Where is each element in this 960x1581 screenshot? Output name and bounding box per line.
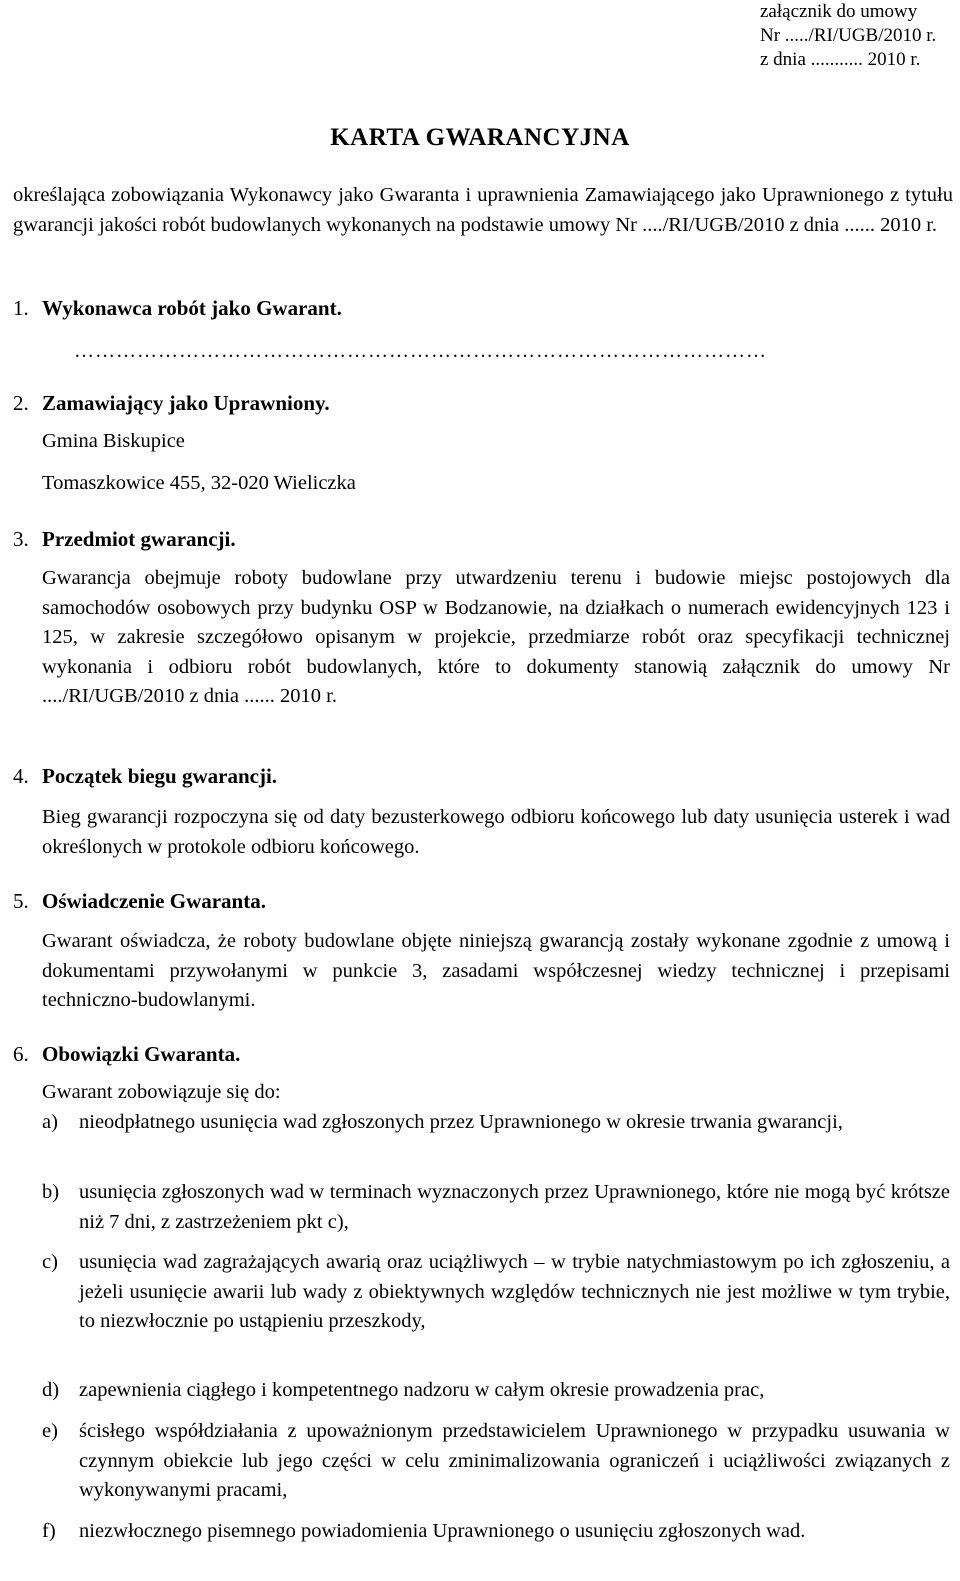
list-item-text: niezwłocznego pisemnego powiadomienia Uprawnionego o usunięciu zgłoszonych wad. <box>79 1520 806 1542</box>
list-item-text: nieodpłatnego usunięcia wad zgłoszonych przez Uprawnionego w okresie trwania gwarancji, <box>79 1111 843 1133</box>
list-item-text: usunięcia zgłoszonych wad w terminach wyznaczonych przez Uprawnionego, które nie mogą być krótsze niż 7 dni, z zastrzeżeniem pkt c), <box>79 1181 950 1233</box>
section-2-line-2: Tomaszkowice 455, 32-020 Wieliczka <box>42 472 356 494</box>
section-2-line-1: Gmina Biskupice <box>42 430 185 452</box>
annex-line-1: załącznik do umowy <box>760 1 918 22</box>
list-item-label: c) <box>42 1251 58 1273</box>
section-5-text: Gwarant oświadcza, że roboty budowlane objęte niniejszą gwarancją zostały wykonane zgodnie z umową i dokumentami przywołanymi w punkcie 3, zasadami współczesnej wiedzy technicznej i przepisami techniczno-budowlanymi. <box>42 930 950 1011</box>
section-4-number: 4. <box>13 764 29 788</box>
annex-line-3: z dnia ........... 2010 r. <box>760 49 921 70</box>
section-5-heading: Oświadczenie Gwaranta. <box>42 889 266 913</box>
section-4-text: Bieg gwarancji rozpoczyna się od daty bezusterkowego odbioru końcowego lub daty usunięcia usterek i wad określonych w protokole odbioru końcowego. <box>42 806 950 858</box>
list-item-label: a) <box>42 1111 58 1133</box>
section-2-number: 2. <box>13 391 29 415</box>
document-title: KARTA GWARANCYJNA <box>330 124 630 151</box>
section-4-heading: Początek biegu gwarancji. <box>42 764 278 788</box>
list-item-text: zapewnienia ciągłego i kompetentnego nadzoru w całym okresie prowadzenia prac, <box>79 1379 765 1401</box>
section-1-heading: Wykonawca robót jako Gwarant. <box>42 296 342 320</box>
section-3-heading: Przedmiot gwarancji. <box>42 527 236 551</box>
section-6-number: 6. <box>13 1042 29 1066</box>
annex-note <box>760 0 936 72</box>
section-6-heading: Obowiązki Gwaranta. <box>42 1042 241 1066</box>
list-item-text: ścisłego współdziałania z upoważnionym przedstawicielem Uprawnionego w przypadku usuwania w czynnym obiekcie lub jego części w celu zminimalizowania ograniczeń i uciążliwości związanych z wykonywanymi pracami, <box>79 1420 950 1501</box>
list-item-label: e) <box>42 1420 58 1442</box>
list-item-text: usunięcia wad zagrażających awarią oraz uciążliwych – w trybie natychmiastowym po ich zgłoszeniu, a jeżeli usunięcie awarii lub wady z obiektywnych względów technicznych nie jest możliwe w tym trybie, to niezwłocznie po ustąpieniu przeszkody, <box>79 1251 950 1332</box>
section-1-number: 1. <box>13 296 29 320</box>
list-item-label: d) <box>42 1379 60 1401</box>
section-1-placeholder-dots: ……………………………………………………………………………………… <box>74 340 767 362</box>
section-3-text: Gwarancja obejmuje roboty budowlane przy utwardzeniu terenu i budowie miejsc postojowych dla samochodów osobowych przy budynku OSP w Bodzanowie, na działkach o numerach ewidencyjnych 123 i 125, w zakresie szczegółowo opisanym w projekcie, przedmiarze robót oraz specyfikacji technicznej wykonania i odbioru robót budowlanych, które to dokumenty stanowią załącznik do umowy Nr ..../RI/UGB/2010 z dnia ...... 2010 r. <box>42 567 950 707</box>
section-3-number: 3. <box>13 527 29 551</box>
annex-line-2: Nr ...../RI/UGB/2010 r. <box>760 25 937 46</box>
section-2-heading: Zamawiający jako Uprawniony. <box>42 391 330 415</box>
section-5-number: 5. <box>13 889 29 913</box>
section-6-intro: Gwarant zobowiązuje się do: <box>42 1081 281 1103</box>
list-item-label: b) <box>42 1181 60 1203</box>
list-item-label: f) <box>42 1520 56 1542</box>
intro-paragraph: określająca zobowiązania Wykonawcy jako Gwaranta i uprawnienia Zamawiającego jako Uprawnionego z tytułu gwarancji jakości robót budowlanych wykonanych na podstawie umowy Nr ..../RI/UGB/2010 z dnia ...... 2010 r. <box>13 184 953 236</box>
